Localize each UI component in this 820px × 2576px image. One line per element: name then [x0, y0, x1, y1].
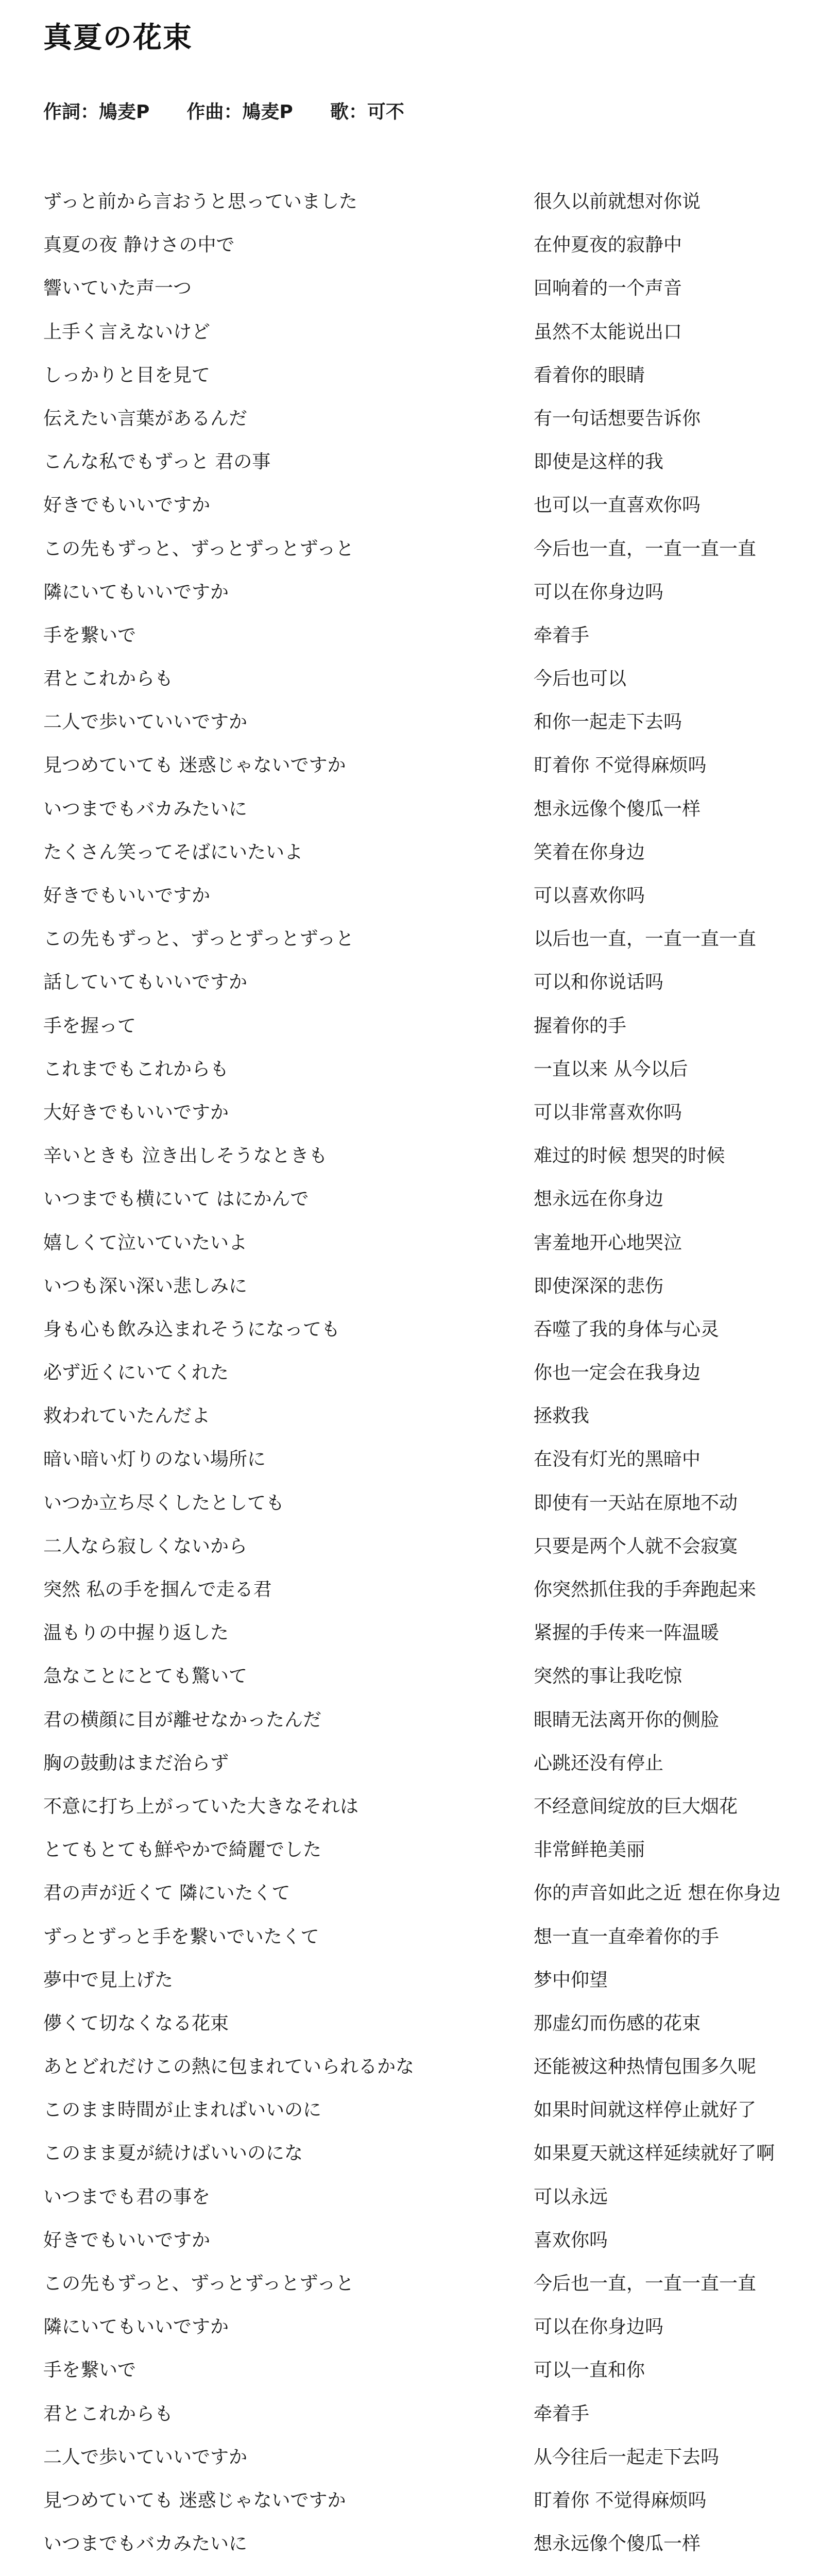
lyric-original: 隣にいてもいいですか [43, 2316, 229, 2338]
lyric-translation: 看着你的眼睛 [534, 364, 645, 386]
lyric-line [43, 1969, 785, 2012]
lyric-line [43, 2403, 785, 2446]
lyric-original: いつまでもバカみたいに [43, 798, 248, 820]
lyric-line [43, 2489, 785, 2533]
lyric-translation: 可以永远 [534, 2186, 608, 2208]
lyric-original: 辛いときも 泣き出しそうなときも [43, 1145, 328, 1167]
lyric-translation: 梦中仰望 [534, 1969, 608, 1991]
lyric-translation: 今后也一直，一直一直一直 [534, 538, 757, 560]
lyric-line [43, 1058, 785, 1101]
lyric-original: 儚くて切なくなる花束 [43, 2012, 229, 2034]
lyric-original: 胸の鼓動はまだ治らず [43, 1752, 229, 1774]
composer-credit [186, 101, 293, 123]
lyric-line [43, 364, 785, 408]
lyric-translation: 即使有一天站在原地不动 [534, 1492, 738, 1514]
lyric-translation: 牵着手 [534, 624, 590, 646]
lyric-line [43, 2316, 785, 2359]
lyric-original: 上手く言えないけど [43, 321, 211, 343]
lyric-line [43, 668, 785, 711]
song-credits [43, 101, 404, 123]
lyric-original: 見つめていても 迷惑じゃないですか [43, 755, 346, 776]
lyric-translation: 拯救我 [534, 1405, 590, 1427]
lyric-translation: 吞噬了我的身体与心灵 [534, 1318, 720, 1340]
lyric-translation: 你也一定会在我身边 [534, 1362, 701, 1384]
lyric-line [43, 885, 785, 928]
lyric-line [43, 1492, 785, 1535]
lyric-original: 隣にいてもいいですか [43, 581, 229, 603]
lyric-original: この先もずっと、ずっとずっとずっと [43, 928, 354, 950]
lyric-line [43, 2273, 785, 2316]
lyric-line [43, 408, 785, 451]
lyric-translation: 心跳还没有停止 [534, 1752, 664, 1774]
lyric-translation: 牵着手 [534, 2403, 590, 2425]
lyrics-list [43, 191, 785, 2576]
lyric-translation: 非常鲜艳美丽 [534, 1839, 645, 1861]
lyric-original: いつまでもバカみたいに [43, 2533, 248, 2555]
lyric-original: 救われていたんだよ [43, 1405, 211, 1427]
lyric-translation: 和你一起走下去吗 [534, 711, 682, 733]
lyric-original: 身も心も飲み込まれそうになっても [43, 1318, 340, 1340]
lyric-line [43, 754, 785, 798]
lyric-translation: 握着你的手 [534, 1015, 627, 1037]
song-title: 真夏の花束 [43, 21, 193, 55]
lyric-line [43, 1579, 785, 1622]
lyric-translation: 今后也一直，一直一直一直 [534, 2273, 757, 2294]
lyric-translation: 盯着你 不觉得麻烦吗 [534, 755, 707, 776]
lyric-line [43, 1101, 785, 1145]
lyric-original: 暗い暗い灯りのない場所に [43, 1449, 266, 1470]
lyric-original: 君とこれからも [43, 2403, 174, 2425]
lyric-translation: 一直以来 从今以后 [534, 1058, 688, 1080]
lyric-translation: 如果夏天就这样延续就好了啊 [534, 2143, 775, 2164]
lyric-line [43, 321, 785, 364]
lyric-original: いつまでも横にいて はにかんで [43, 1189, 309, 1210]
lyricist-name: 鳩麦P [99, 101, 150, 123]
composer-name: 鳩麦P [242, 101, 293, 123]
lyric-line [43, 1362, 785, 1405]
lyric-original: いつまでも君の事を [43, 2186, 211, 2208]
lyric-line [43, 2359, 785, 2402]
lyric-line [43, 2099, 785, 2142]
lyric-original: 不意に打ち上がっていた大きなそれは [43, 1795, 359, 1817]
lyricist-label: 作詞： [43, 101, 99, 123]
singer-credit [330, 101, 404, 123]
lyric-line [43, 798, 785, 841]
lyric-original: 二人で歩いていいですか [43, 711, 248, 733]
lyric-original: 突然 私の手を掴んで走る君 [43, 1579, 272, 1600]
lyric-line [43, 2012, 785, 2056]
lyric-line [43, 971, 785, 1014]
lyric-original: しっかりと目を見て [43, 364, 211, 386]
lyricist-credit [43, 101, 149, 123]
lyric-original: 話していてもいいですか [43, 972, 248, 993]
lyric-translation: 想永远像个傻瓜一样 [534, 2533, 701, 2555]
lyric-line [43, 1318, 785, 1362]
lyric-line [43, 841, 785, 885]
lyric-line [43, 1752, 785, 1795]
lyric-line [43, 1232, 785, 1275]
lyric-original: 急なことにとても驚いて [43, 1666, 248, 1687]
lyric-line [43, 191, 785, 234]
lyric-original: このまま時間が止まればいいのに [43, 2099, 322, 2121]
lyric-original: とてもとても鮮やかで綺麗でした [43, 1839, 322, 1861]
lyric-line [43, 1188, 785, 1231]
lyric-line [43, 711, 785, 754]
lyric-translation: 你突然抓住我的手奔跑起来 [534, 1579, 757, 1600]
lyric-translation: 即使深深的悲伤 [534, 1275, 664, 1297]
lyric-original: 嬉しくて泣いていたいよ [43, 1232, 248, 1253]
lyric-translation: 在没有灯光的黑暗中 [534, 1449, 701, 1470]
lyric-translation: 在仲夏夜的寂静中 [534, 234, 682, 256]
lyric-line [43, 2229, 785, 2273]
lyric-original: この先もずっと、ずっとずっとずっと [43, 538, 354, 560]
lyric-line [43, 1665, 785, 1708]
lyric-original: 君の横顔に目が離せなかったんだ [43, 1709, 322, 1731]
lyric-line [43, 1709, 785, 1752]
lyric-line [43, 1795, 785, 1839]
lyric-translation: 紧握的手传来一阵温暖 [534, 1622, 720, 1644]
lyric-translation: 眼睛无法离开你的侧脸 [534, 1709, 720, 1731]
lyric-line [43, 2142, 785, 2185]
lyric-original: これまでもこれからも [43, 1058, 229, 1080]
lyric-line [43, 1405, 785, 1448]
lyric-original: 君とこれからも [43, 668, 174, 690]
lyric-translation: 喜欢你吗 [534, 2229, 608, 2251]
lyric-line [43, 928, 785, 971]
lyric-translation: 有一句话想要告诉你 [534, 408, 701, 429]
lyric-original: 必ず近くにいてくれた [43, 1362, 229, 1384]
lyric-line [43, 277, 785, 320]
lyric-translation: 你的声音如此之近 想在你身边 [534, 1883, 781, 1904]
lyric-original: この先もずっと、ずっとずっとずっと [43, 2273, 354, 2294]
composer-label: 作曲： [186, 101, 243, 123]
lyric-original: こんな私でもずっと 君の事 [43, 451, 271, 473]
lyric-translation: 突然的事让我吃惊 [534, 1666, 682, 1687]
lyric-original: 好きでもいいですか [43, 2229, 211, 2251]
lyric-line [43, 1448, 785, 1492]
lyric-translation: 以后也一直，一直一直一直 [534, 928, 757, 950]
lyric-original: 手を握って [43, 1015, 136, 1037]
lyric-translation: 盯着你 不觉得麻烦吗 [534, 2489, 707, 2511]
lyric-line [43, 624, 785, 668]
lyric-translation: 可以和你说话吗 [534, 972, 664, 993]
lyric-translation: 还能被这种热情包围多久呢 [534, 2056, 757, 2078]
lyric-original: たくさん笑ってそばにいたいよ [43, 841, 303, 863]
lyric-line [43, 1015, 785, 1058]
lyric-line [43, 1275, 785, 1318]
lyric-original: 響いていた声一つ [43, 278, 192, 299]
lyric-line [43, 451, 785, 494]
lyric-original: 二人なら寂しくないから [43, 1535, 248, 1557]
lyric-original: 見つめていても 迷惑じゃないですか [43, 2489, 346, 2511]
lyric-translation: 可以在你身边吗 [534, 581, 664, 603]
lyric-line [43, 2533, 785, 2576]
lyric-line [43, 1839, 785, 1882]
lyric-translation: 不经意间绽放的巨大烟花 [534, 1795, 738, 1817]
lyric-translation: 如果时间就这样停止就好了 [534, 2099, 757, 2121]
lyric-line [43, 581, 785, 624]
lyric-translation: 难过的时候 想哭的时候 [534, 1145, 725, 1167]
lyric-line [43, 234, 785, 277]
lyric-original: 君の声が近くて 隣にいたくて [43, 1883, 291, 1904]
lyric-original: 好きでもいいですか [43, 495, 211, 516]
singer-name: 可不 [367, 101, 404, 123]
lyric-original: 手を繋いで [43, 2360, 136, 2381]
lyric-original: 二人で歩いていいですか [43, 2446, 248, 2468]
lyric-line [43, 1882, 785, 1925]
lyric-translation: 想永远像个傻瓜一样 [534, 798, 701, 820]
lyric-line [43, 1926, 785, 1969]
lyric-original: いつか立ち尽くしたとしても [43, 1492, 285, 1514]
lyric-original: ずっと前から言おうと思っていました [43, 191, 357, 212]
lyric-line [43, 538, 785, 581]
lyric-translation: 很久以前就想对你说 [534, 191, 701, 212]
lyric-translation: 害羞地开心地哭泣 [534, 1232, 682, 1253]
lyric-line [43, 494, 785, 537]
lyric-translation: 也可以一直喜欢你吗 [534, 495, 701, 516]
lyric-translation: 今后也可以 [534, 668, 627, 690]
lyric-original: いつも深い深い悲しみに [43, 1275, 248, 1297]
lyric-translation: 想永远在你身边 [534, 1189, 664, 1210]
lyric-line [43, 2056, 785, 2099]
lyric-translation: 可以喜欢你吗 [534, 885, 645, 906]
lyric-translation: 回响着的一个声音 [534, 278, 682, 299]
lyric-translation: 从今往后一起走下去吗 [534, 2446, 720, 2468]
lyric-original: 伝えたい言葉があるんだ [43, 408, 248, 429]
lyric-original: 好きでもいいですか [43, 885, 211, 906]
lyric-original: 夢中で見上げた [43, 1969, 174, 1991]
lyric-line [43, 1622, 785, 1665]
lyric-line [43, 1535, 785, 1579]
lyric-translation: 可以一直和你 [534, 2360, 645, 2381]
lyric-original: 大好きでもいいですか [43, 1101, 229, 1123]
lyric-original: 温もりの中握り返した [43, 1622, 229, 1644]
lyric-original: ずっとずっと手を繋いでいたくて [43, 1926, 319, 1947]
lyric-original: 手を繋いで [43, 624, 136, 646]
lyric-translation: 可以非常喜欢你吗 [534, 1101, 682, 1123]
lyric-original: 真夏の夜 静けさの中で [43, 234, 235, 256]
lyric-line [43, 2186, 785, 2229]
lyric-translation: 即使是这样的我 [534, 451, 664, 473]
lyric-translation: 笑着在你身边 [534, 841, 645, 863]
lyric-translation: 想一直一直牵着你的手 [534, 1926, 720, 1947]
lyric-translation: 那虚幻而伤感的花束 [534, 2012, 701, 2034]
singer-label: 歌： [330, 101, 367, 123]
lyric-translation: 可以在你身边吗 [534, 2316, 664, 2338]
lyric-line [43, 1145, 785, 1188]
lyric-original: あとどれだけこの熱に包まれていられるかな [43, 2056, 415, 2078]
lyric-translation: 只要是两个人就不会寂寞 [534, 1535, 738, 1557]
lyric-translation: 虽然不太能说出口 [534, 321, 682, 343]
lyric-line [43, 2446, 785, 2489]
lyric-original: このまま夏が続けばいいのにな [43, 2143, 303, 2164]
